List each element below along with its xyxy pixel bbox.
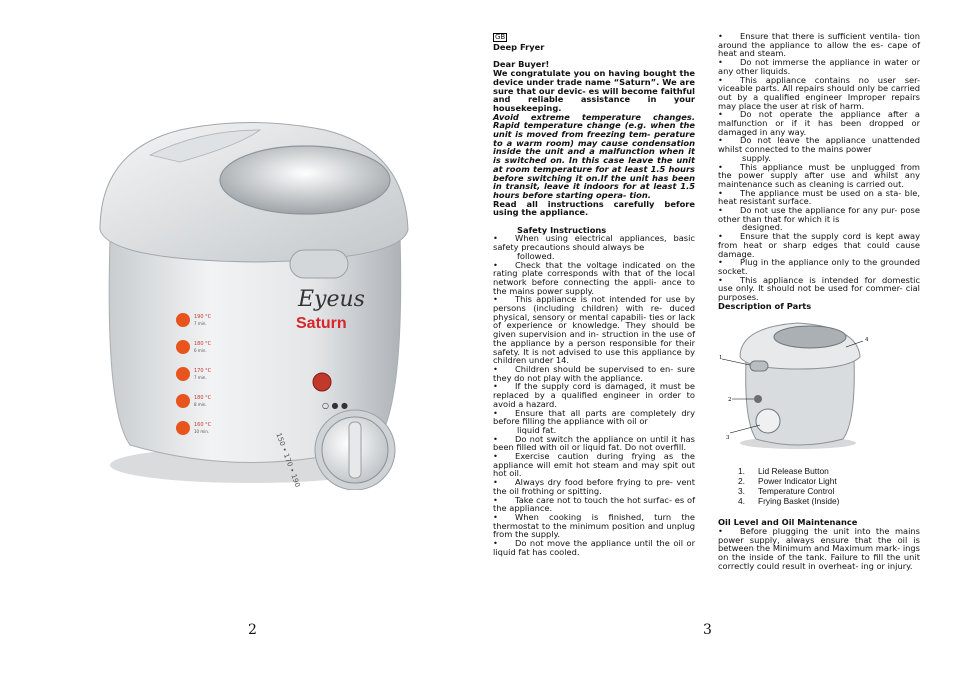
list-item: • This appliance contains no user ser- viceable parts. All repairs should only be carried out by a qualified engineer Improper repairs may place the user at risk of harm. bbox=[718, 74, 920, 111]
read-instructions: Read all instructions carefully before using the appliance. bbox=[493, 198, 695, 218]
list-item bbox=[718, 476, 920, 486]
greeting: Dear Buyer! bbox=[493, 59, 550, 70]
list-item: • Do not leave the appliance unattended whilst connected to the mains power supply. bbox=[718, 135, 920, 163]
part-number: 4. bbox=[738, 496, 745, 507]
guide-time: 8 min. bbox=[194, 402, 207, 407]
list-item-text: The appliance must be used on a sta- ble, heat resistant surface. bbox=[718, 187, 920, 207]
diagram-label-2: 2 bbox=[728, 396, 732, 403]
list-item: • When using electrical appliances, basic safety precautions should always be followed. bbox=[493, 233, 695, 261]
list-item-text: This appliance is not intended for use by persons (including children) with re- duced physical, sensory or mental capabili- ties or lack of experience or knowledge. They should be given supervision and in- struction in the use of the appliance by a person responsible for their safety. It is not advised to use this appliance by children under 14. bbox=[493, 294, 695, 366]
part-number: 1. bbox=[738, 466, 745, 477]
list-item-text: Do not immerse the appliance in water or any other liquids. bbox=[718, 57, 920, 76]
list-item: • This appliance is not intended for use by persons (including children) with re- duced physical, sensory or mental capabili- ties or lack of experience or knowledge. They should be given supervision and in- struction in the use of the appliance by a person responsible for their safety. It is not advised to use this appliance by children under 14. bbox=[493, 294, 695, 366]
list-item-text: Ensure that there is sufficient ventila- tion around the appliance to allow the es- cape of heat and steam. bbox=[718, 31, 920, 59]
list-item-text: Do not switch the appliance on until it has been filled with oil or liquid fat. Do not overfill. bbox=[493, 433, 695, 453]
list-item: • Always dry food before frying to pre- vent the oil frothing or spitting. bbox=[493, 477, 695, 496]
language-badge: GB bbox=[495, 33, 506, 41]
part-number: 2. bbox=[738, 476, 745, 487]
list-item-text: Do not operate the appliance after a malfunction or if it has been dropped or damaged in any way. bbox=[718, 109, 920, 137]
list-item-text: Do not leave the appliance unattended whilst connected to the mains power bbox=[718, 135, 920, 155]
guide-time: 7 min. bbox=[194, 375, 207, 380]
list-item: • Do not switch the appliance on until it has been filled with oil or liquid fat. Do not overfill. bbox=[493, 433, 695, 453]
list-item: • Exercise caution during frying as the appliance will emit hot steam and may spit out hot oil. bbox=[493, 451, 695, 479]
safety-list-continued bbox=[718, 32, 920, 302]
diagram-label-4: 4 bbox=[865, 336, 869, 343]
page-number-left: 2 bbox=[248, 622, 257, 638]
list-item-text: This appliance must be unplugged from the power supply after use and whilst any maintenance such as cleaning is carried out. bbox=[718, 161, 920, 189]
intro-paragraph: We congratulate you on having bought the device under trade name “Saturn”. We are sure that our devic- es will become faithful and reliable assistance in your housekeeping. bbox=[493, 68, 695, 113]
list-item-text: Always dry food before frying to pre- vent the oil frothing or spitting. bbox=[493, 477, 695, 496]
list-item: • Do not operate the appliance after a malfunction or if it has been dropped or damaged in any way. bbox=[718, 109, 920, 137]
part-label: Temperature Control bbox=[758, 486, 835, 497]
oil-level-heading: Oil Level and Oil Maintenance bbox=[718, 517, 858, 528]
list-item-text: Ensure that the supply cord is kept away from heat or sharp edges that could cause damage. bbox=[718, 231, 920, 259]
diagram-label-1: 1 bbox=[719, 354, 723, 361]
list-item-text: Do not use the appliance for any pur- pose other than that for which it is bbox=[718, 205, 920, 224]
guide-temp: 170 °C bbox=[194, 368, 212, 374]
brand-script-text: Eyeus bbox=[298, 287, 365, 312]
list-item bbox=[718, 496, 920, 506]
list-item-continuation: designed. bbox=[742, 222, 783, 233]
list-item: • This appliance is intended for domestic use only. It should not be used for commer- cial purposes. bbox=[718, 274, 920, 303]
list-item-text: This appliance is intended for domestic use only. It should not be used for commer- cial purposes. bbox=[718, 274, 920, 303]
guide-time: 10 min. bbox=[194, 429, 210, 434]
description-of-parts-heading: Description of Parts bbox=[718, 300, 812, 311]
list-item bbox=[718, 486, 920, 496]
list-item-text: Before plugging the unit into the mains power supply, always ensure that the oil is between the Minimum and Maximum mark- ings on the inside of the tank. Failure to fill the unit correctly could result in overheat- ing or injury. bbox=[718, 525, 920, 571]
parts-diagram bbox=[718, 321, 920, 451]
list-item-continuation: liquid fat. bbox=[517, 424, 557, 435]
list-item: • This appliance must be unplugged from the power supply after use and whilst any maintenance such as cleaning is carried out. bbox=[718, 161, 920, 189]
list-item-text: When cooking is finished, turn the thermostat to the minimum position and unplug from the supply. bbox=[493, 511, 695, 540]
list-item: • Do not immerse the appliance in water or any other liquids. bbox=[718, 57, 920, 76]
guide-time: 6 min. bbox=[194, 348, 207, 353]
list-item: • Check that the voltage indicated on the rating plate corresponds with that of the local network before connecting the appli- ance to the mains power supply. bbox=[493, 259, 695, 296]
list-item-text: Exercise caution during frying as the appliance will emit hot steam and may spit out hot oil. bbox=[493, 451, 695, 479]
guide-temp: 180 °C bbox=[194, 395, 212, 401]
parts-list bbox=[718, 466, 920, 506]
list-item-text: Do not move the appliance until the oil or liquid fat has cooled. bbox=[493, 538, 695, 557]
list-item: • Plug in the appliance only to the grounded socket. bbox=[718, 257, 920, 276]
part-label: Lid Release Button bbox=[758, 466, 829, 477]
guide-temp: 180 °C bbox=[194, 341, 212, 347]
list-item: • Ensure that there is sufficient ventila- tion around the appliance to allow the es- cape of heat and steam. bbox=[718, 31, 920, 59]
list-item: • If the supply cord is damaged, it must be replaced by a qualified engineer in order to avoid a hazard. bbox=[493, 381, 695, 409]
list-item: • Do not move the appliance until the oil or liquid fat has cooled. bbox=[493, 538, 695, 557]
safety-instructions-heading: Safety Instructions bbox=[517, 224, 607, 235]
list-item bbox=[718, 466, 920, 476]
list-item: • Children should be supervised to en- sure they do not play with the appliance. bbox=[493, 363, 695, 383]
list-item: • When cooking is finished, turn the thermostat to the minimum position and unplug from the supply. bbox=[493, 511, 695, 540]
list-item-text: When using electrical appliances, basic safety precautions should always be bbox=[493, 233, 695, 253]
list-item: • Take care not to touch the hot surfac- es of the appliance. bbox=[493, 494, 695, 514]
list-item: • Before plugging the unit into the mains power supply, always ensure that the oil is between the Minimum and Maximum mark- ings on the inside of the tank. Failure to fill the unit correctly could result in overheat- ing or injury. bbox=[718, 525, 920, 571]
safety-list bbox=[493, 234, 695, 556]
part-label: Power Indicator Light bbox=[758, 476, 837, 487]
dial-markers: ○ ● ● bbox=[322, 401, 349, 410]
list-item-text: Take care not to touch the hot surfac- es of the appliance. bbox=[493, 494, 695, 514]
brand-logo-text: Saturn bbox=[296, 315, 347, 332]
guide-time: 7 min. bbox=[194, 321, 207, 326]
list-item-text: Plug in the appliance only to the grounded socket. bbox=[718, 257, 920, 276]
text-column-1 bbox=[493, 32, 695, 556]
list-item-text: Ensure that all parts are completely dry before filling the appliance with oil or bbox=[493, 407, 695, 427]
guide-temp: 190 °C bbox=[194, 314, 212, 320]
power-indicator-light bbox=[313, 373, 331, 391]
list-item: • Do not use the appliance for any pur- pose other than that for which it is designed. bbox=[718, 205, 920, 233]
guide-temp: 160 °C bbox=[194, 422, 212, 428]
list-item: • The appliance must be used on a sta- ble, heat resistant surface. bbox=[718, 187, 920, 207]
document-title: Deep Fryer bbox=[493, 42, 545, 52]
list-item-text: Children should be supervised to en- sure they do not play with the appliance. bbox=[493, 363, 695, 383]
dial-scale-text: 150 • 170 • 190 bbox=[274, 431, 302, 489]
part-label: Frying Basket (Inside) bbox=[758, 496, 840, 507]
part-number: 3. bbox=[738, 486, 745, 497]
temperature-warning: Avoid extreme temperature changes. Rapid temperature change (e.g. when the unit is moved from freezing tem- perature to a warm room) may cause condensation inside the unit and a malfunction when it is switched on. In this case leave the unit at room temperature for at least 1.5 hours before switching it on.If the unit has been in transit, leave it indoors for at least 1.5 hours before starting opera- tion. bbox=[493, 111, 695, 200]
list-item-text: Check that the voltage indicated on the rating plate corresponds with that of the local network before connecting the appli- ance to the mains power supply. bbox=[493, 259, 695, 296]
page-number-right: 3 bbox=[703, 622, 712, 638]
list-item: • Ensure that all parts are completely dry before filling the appliance with oil or liquid fat. bbox=[493, 407, 695, 435]
list-item-continuation: supply. bbox=[742, 152, 771, 163]
deep-fryer-photo bbox=[70, 110, 420, 490]
list-item: • Ensure that the supply cord is kept away from heat or sharp edges that could cause damage. bbox=[718, 231, 920, 259]
list-item-text: If the supply cord is damaged, it must be replaced by a qualified engineer in order to avoid a hazard. bbox=[493, 381, 695, 409]
list-item-continuation: followed. bbox=[517, 250, 555, 261]
text-column-2 bbox=[718, 32, 920, 570]
diagram-label-3: 3 bbox=[726, 434, 730, 441]
list-item-text: This appliance contains no user ser- viceable parts. All repairs should only be carried out by a qualified engineer Improper repairs may place the user at risk of harm. bbox=[718, 74, 920, 111]
